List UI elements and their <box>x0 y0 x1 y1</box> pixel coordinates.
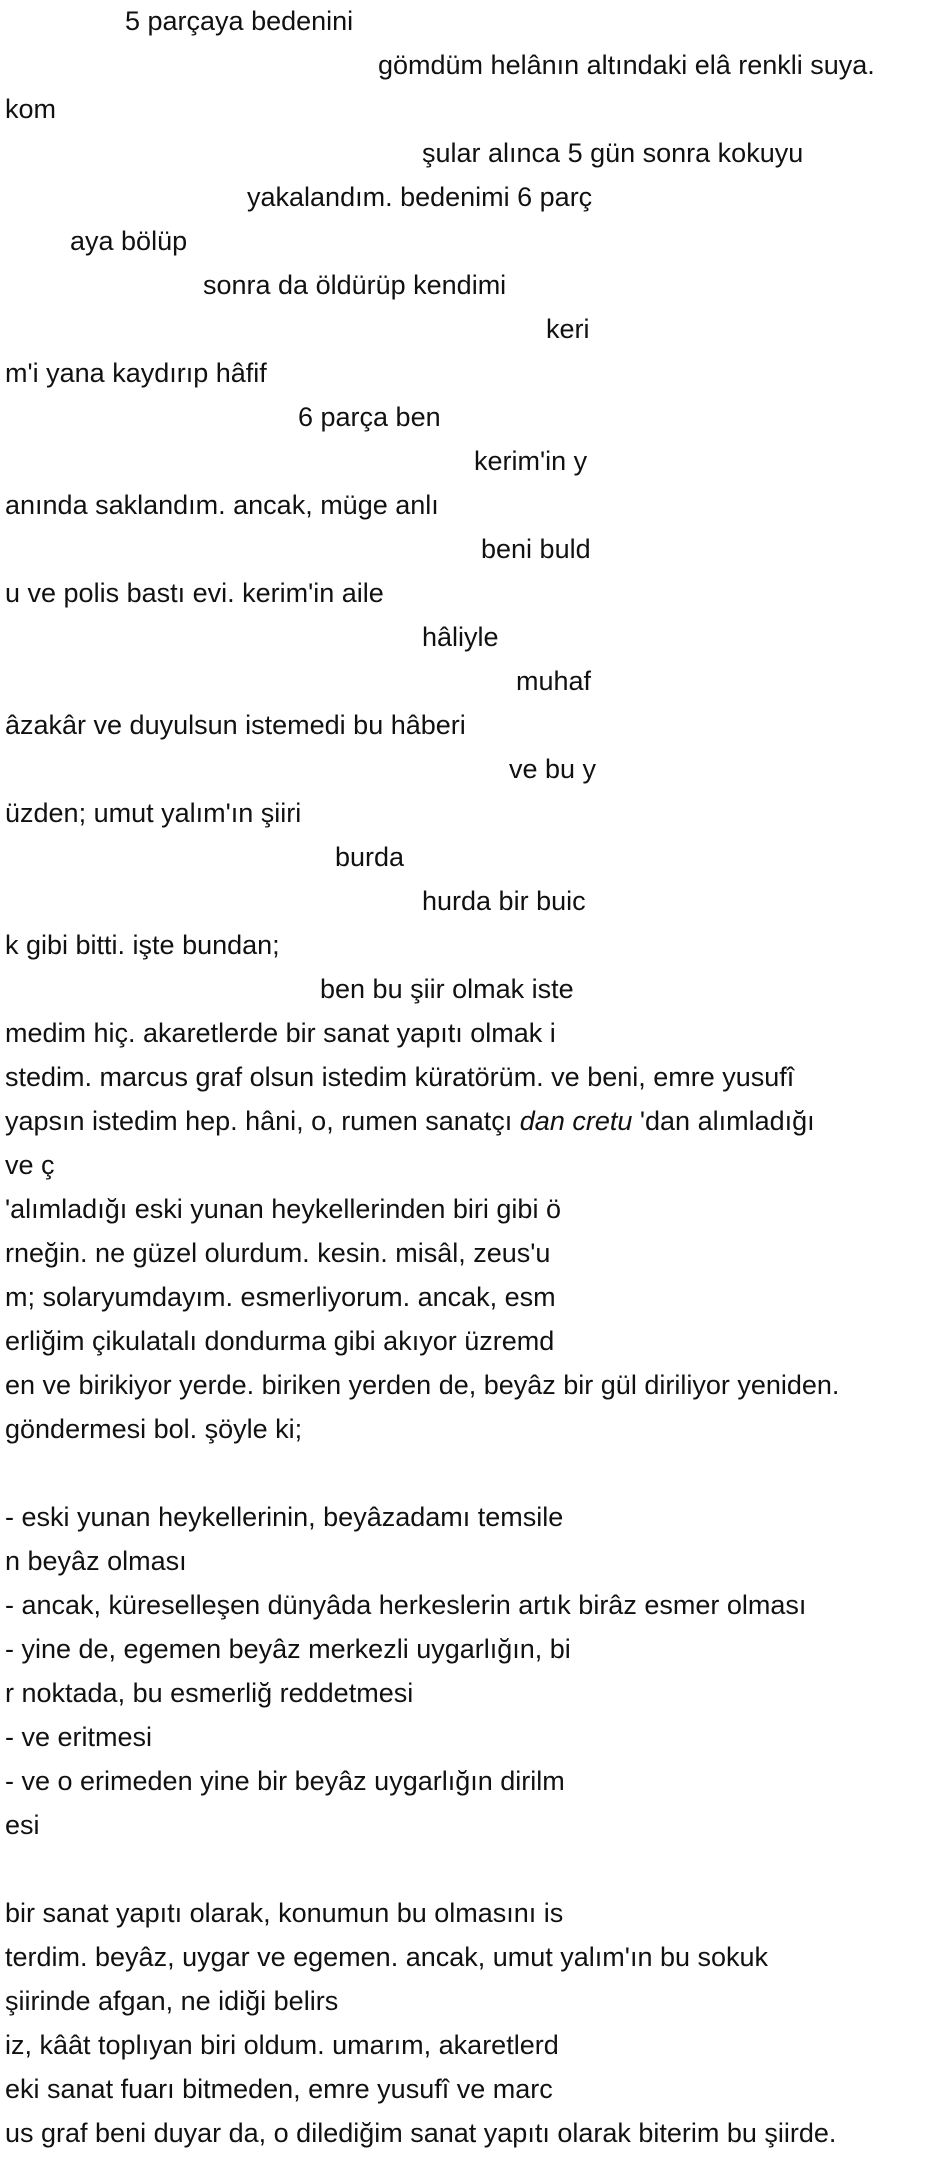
poem-line: rneğin. ne güzel olurdum. kesin. misâl, zeus'u <box>5 1238 551 1268</box>
poem-line: beni buld <box>481 534 591 564</box>
poem-line: keri <box>546 314 590 344</box>
poem-line: - ve o erimeden yine bir beyâz uygarlığın dirilm <box>5 1766 565 1796</box>
poem-line: us graf beni duyar da, o dilediğim sanat yapıtı olarak biterim bu şiirde. <box>5 2118 837 2148</box>
poem-line: stedim. marcus graf olsun istedim küratörüm. ve beni, emre yusufî <box>5 1062 795 1092</box>
poem-line: r noktada, bu esmerliğ reddetmesi <box>5 1678 414 1708</box>
poem-line: bir sanat yapıtı olarak, konumun bu olmasını is <box>5 1898 564 1928</box>
poem-line: hurda bir buic <box>422 886 586 916</box>
poem-line: - ve eritmesi <box>5 1722 153 1752</box>
poem-line: - eski yunan heykellerinin, beyâzadamı temsile <box>5 1502 564 1532</box>
poem-line: kerim'in y <box>474 446 588 476</box>
poem-line: esi <box>5 1810 40 1840</box>
poem-line: iz, kâât toplıyan biri oldum. umarım, akaretlerd <box>5 2030 559 2060</box>
poem-line: en ve birikiyor yerde. biriken yerden de, beyâz bir gül diriliyor yeniden. <box>5 1370 840 1400</box>
poem-line: üzden; umut yalım'ın şiiri <box>5 798 302 828</box>
poem-line: terdim. beyâz, uygar ve egemen. ancak, umut yalım'ın bu sokuk <box>5 1942 769 1972</box>
poem-line: sonra da öldürüp kendimi <box>203 270 507 300</box>
poem-line: - yine de, egemen beyâz merkezli uygarlığın, bi <box>5 1634 571 1664</box>
poem-line: gömdüm helânın altındaki elâ renkli suya. <box>378 50 875 80</box>
poem-line: şular alınca 5 gün sonra kokuyu <box>422 138 804 168</box>
poem-line: aya bölüp <box>70 226 188 256</box>
poem-line: ve ç <box>5 1150 55 1180</box>
poem-line: - ancak, küreselleşen dünyâda herkeslerin artık birâz esmer olması <box>5 1590 807 1620</box>
poem-line: ve bu y <box>509 754 597 784</box>
poem-line: erliğim çikulatalı dondurma gibi akıyor üzremd <box>5 1326 555 1356</box>
poem-line: eki sanat fuarı bitmeden, emre yusufî ve marc <box>5 2074 553 2104</box>
poem-line: ben bu şiir olmak iste <box>320 974 574 1004</box>
poem-text: yapsın istedim hep. hâni, o, rumen sanatçı <box>5 1106 520 1136</box>
poem-line: hâliyle <box>422 622 499 652</box>
poem-text: 'dan alımladığı <box>632 1106 815 1136</box>
artist-name-italic: dan cretu <box>519 1106 633 1136</box>
poem-line: 5 parçaya bedenini <box>125 6 354 36</box>
poem-line: anında saklandım. ancak, müge anlı <box>5 490 439 520</box>
poem-line: medim hiç. akaretlerde bir sanat yapıtı olmak i <box>5 1018 556 1048</box>
poem-line: n beyâz olması <box>5 1546 187 1576</box>
poem-line: kom <box>5 94 57 124</box>
poem-line: 'alımladığı eski yunan heykellerinden biri gibi ö <box>5 1194 561 1224</box>
poem-line <box>5 1105 815 1137</box>
poem-line: burda <box>335 842 405 872</box>
poem-line: u ve polis bastı evi. kerim'in aile <box>5 578 384 608</box>
poem-line: 6 parça ben <box>298 402 441 432</box>
poem-line: âzakâr ve duyulsun istemedi bu hâberi <box>5 710 466 740</box>
poem-line: m'i yana kaydırıp hâfif <box>5 358 267 388</box>
poem-line: muhaf <box>516 666 592 696</box>
poem-line: göndermesi bol. şöyle ki; <box>5 1414 303 1444</box>
poem-line: k gibi bitti. işte bundan; <box>5 930 280 960</box>
poem-line: şiirinde afgan, ne idiği belirs <box>5 1986 339 2016</box>
poem-line: yakalandım. bedenimi 6 parç <box>247 182 593 212</box>
poem-line: m; solaryumdayım. esmerliyorum. ancak, esm <box>5 1282 556 1312</box>
